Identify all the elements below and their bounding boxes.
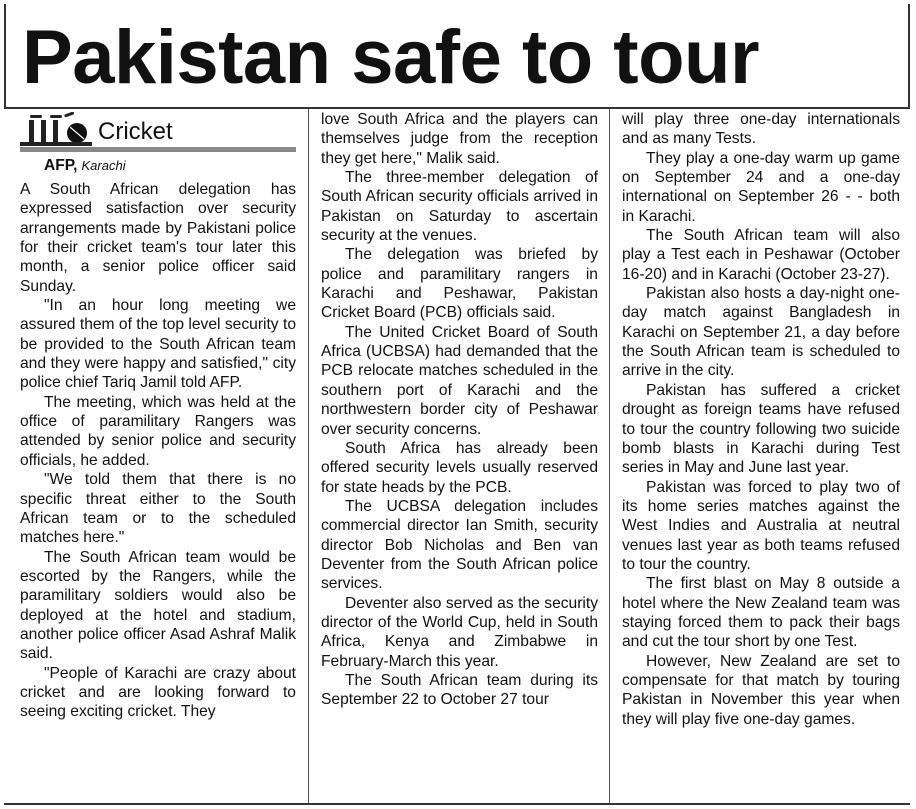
article-column-1 <box>20 110 296 722</box>
cricket-icon <box>20 112 92 146</box>
paragraph: The first blast on May 8 outside a hotel where the New Zealand team was staying forced them to pack their bags and cut the tour short by one Test. <box>622 575 900 651</box>
paragraph: The UCBSA delegation includes commercial director Ian Smith, security director Bob Nicholas and Ben van Deventer from the South African police services. <box>321 497 598 593</box>
article-column-2 <box>321 110 598 710</box>
headline-divider <box>4 107 910 109</box>
paragraph: "In an hour long meeting we assured them of the top level security to be provided to the South African team and they were happy and satisfied," city police chief Tariq Jamil told AFP. <box>20 297 296 392</box>
headline: Pakistan safe to tour <box>22 15 760 100</box>
section-bar <box>20 147 296 152</box>
paragraph: South Africa has already been offered security levels usually reserved for state heads by the PCB. <box>321 439 598 496</box>
paragraph: The South African team would be escorted by the Rangers, while the paramilitary soldiers would also be deployed at the hotel and stadium, another police officer Asad Ashraf Malik said. <box>20 548 296 663</box>
byline <box>20 156 296 176</box>
paragraph: The United Cricket Board of South Africa (UCBSA) had demanded that the PCB relocate matches scheduled in the southern port of Karachi and the northwestern border city of Peshawar over security concerns. <box>321 323 598 438</box>
frame-left-edge <box>4 4 6 109</box>
byline-place: Karachi <box>81 158 126 173</box>
paragraph: love South Africa and the players can themselves judge from the reception they get here," Malik said. <box>321 111 598 167</box>
paragraph: Pakistan has suffered a cricket drought as foreign teams have refused to tour the country following two suicide bomb blasts in Karachi during Test series in May and June last year. <box>622 381 900 477</box>
paragraph: "People of Karachi are crazy about cricket and are looking forward to seeing exciting cricket. They <box>20 664 296 721</box>
paragraph: Pakistan also hosts a day-night one-day match against Bangladesh in Karachi on September 21, a day before the South African team is scheduled to arrive in the city. <box>622 285 900 380</box>
paragraph: They play a one-day warm up game on September 24 and a one-day international on September 26 - - both in Karachi. <box>622 149 900 225</box>
paragraph: The South African team will also play a Test each in Peshawar (October 16-20) and in Karachi (October 23-27). <box>622 227 900 283</box>
column-divider <box>308 109 309 803</box>
paragraph: Pakistan was forced to play two of its home series matches against the West Indies and Australia at neutral venues last year as both teams refused to tour the country. <box>622 478 900 573</box>
paragraph: However, New Zealand are set to compensate for that match by touring Pakistan in November this year when they will play five one-day games. <box>622 652 900 728</box>
paragraph: The three-member delegation of South African security officials arrived in Pakistan on Saturday to ascertain security at the venues. <box>321 169 598 245</box>
section-label: Cricket <box>98 118 173 145</box>
paragraph: will play three one-day internationals and as many Tests. <box>622 111 900 148</box>
paragraph: The meeting, which was held at the office of paramilitary Rangers was attended by senior police and security officials, he added. <box>20 393 296 469</box>
paragraph: A South African delegation has expressed satisfaction over security arrangements made by Pakistani police for their cricket team's tour later this month, a senior police officer said Sunday. <box>20 181 296 295</box>
byline-agency: AFP, <box>44 157 78 174</box>
paragraph: "We told them that there is no specific threat either to the South African team or to the scheduled matches here." <box>20 471 296 547</box>
article-column-3 <box>622 110 900 729</box>
column-divider <box>609 109 610 803</box>
paragraph: The South African team during its September 22 to October 27 tour <box>321 671 598 709</box>
bottom-divider <box>4 803 910 805</box>
section-header <box>20 110 296 156</box>
column-1-text <box>20 180 296 722</box>
paragraph: The delegation was briefed by police and paramilitary rangers in Karachi and Peshawar, Pakistan Cricket Board (PCB) officials said. <box>321 246 598 322</box>
frame-right-edge <box>908 4 910 109</box>
paragraph: Deventer also served as the security director of the World Cup, held in South Africa, Kenya and Zimbabwe in February-March this year. <box>321 594 598 670</box>
